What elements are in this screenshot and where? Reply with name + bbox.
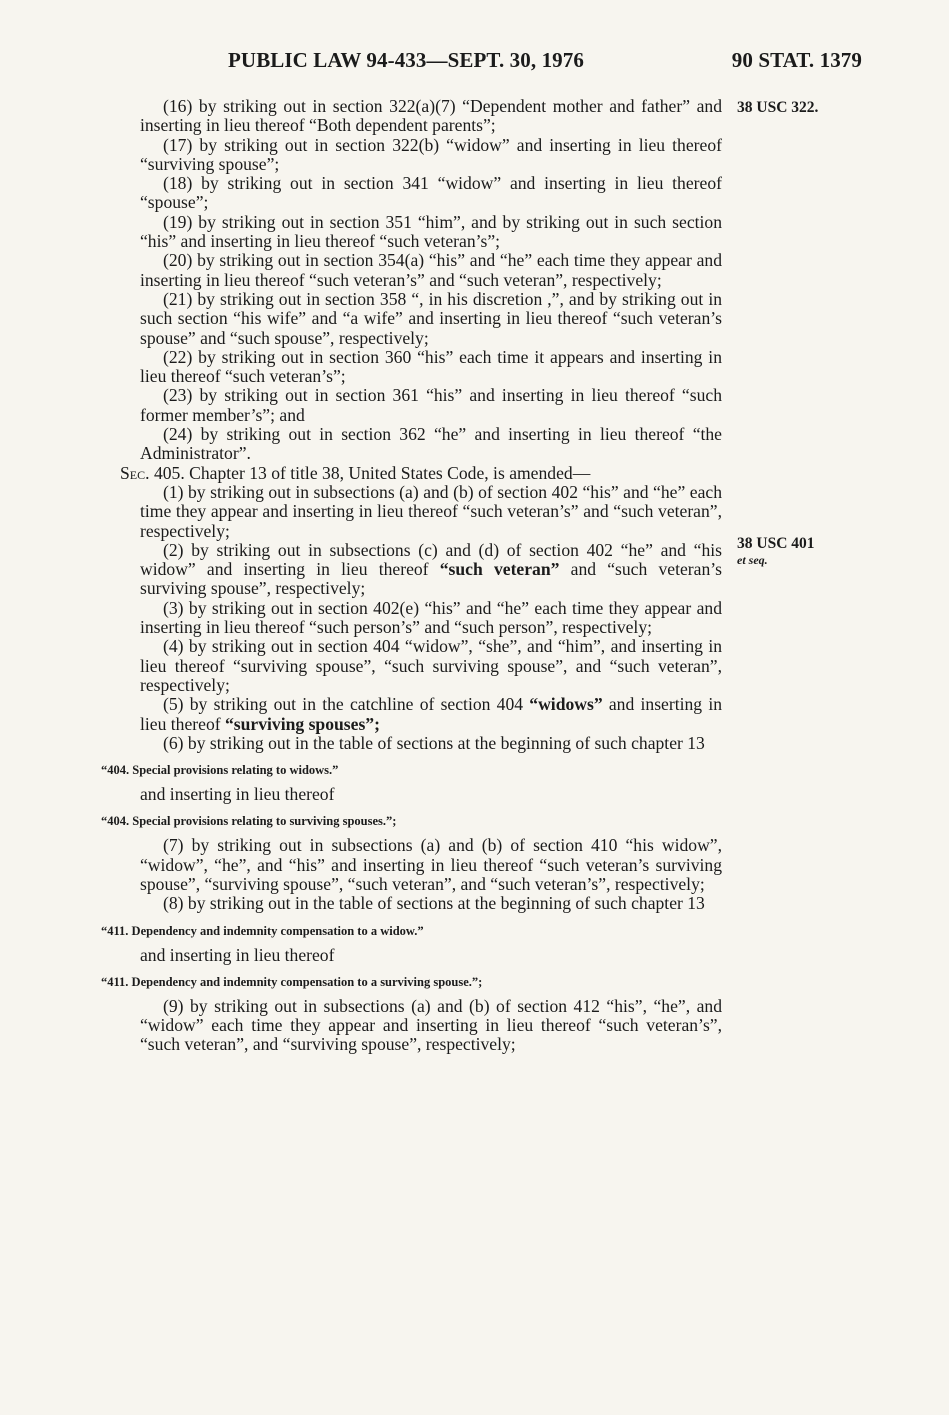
- paragraph-20: (20) by striking out in section 354(a) “his” and “he” each time they appear and inserting in lieu thereof “such veteran’s” and “such veteran”, respectively;: [140, 250, 722, 290]
- section-label: Sec.: [120, 462, 150, 483]
- paragraph-18: (18) by striking out in section 341 “widow” and inserting in lieu thereof “spouse”;: [140, 173, 722, 213]
- paragraph-16: (16) by striking out in section 322(a)(7) “Dependent mother and father” and inserting in lieu thereof “Both dependent parents”;: [140, 96, 722, 136]
- header-title: PUBLIC LAW 94-433—SEPT. 30, 1976: [228, 48, 584, 72]
- catchline-surviving-spouses: “surviving spouses”;: [225, 713, 380, 734]
- subparagraph-6: (6) by striking out in the table of sections at the beginning of such chapter 13: [163, 732, 705, 753]
- subparagraph-5-text: (5) by striking out in the catchline of section 404: [163, 694, 530, 715]
- table-entry-quote-411-new: “411. Dependency and indemnity compensation to a surviving spouse.”;: [101, 974, 483, 989]
- table-entry-quote-411-old: “411. Dependency and indemnity compensation to a widow.”: [101, 923, 424, 938]
- subparagraph-7: (7) by striking out in subsections (a) and (b) of section 410 “his widow”, “widow”, “he”, and “his” and inserting in lieu thereof “such veteran’s surviving spouse”, “surviving spouse”, “such veteran”, and “such veteran’s”, respectively;: [140, 835, 722, 894]
- paragraph-24: (24) by striking out in section 362 “he” and inserting in lieu thereof “the Administrator”.: [140, 424, 722, 464]
- paragraph-19: (19) by striking out in section 351 “him”, and by striking out in such section “his” and inserting in lieu thereof “such veteran’s”;: [140, 211, 722, 252]
- inserting-phrase: and inserting in lieu thereof: [140, 944, 335, 965]
- paragraph-22: (22) by striking out in section 360 “his” each time it appears and inserting in lieu thereof “such veteran’s”;: [140, 346, 722, 387]
- margin-citation-text: 38 USC 322.: [737, 99, 819, 116]
- table-entry-quote-404-old: “404. Special provisions relating to widows.”: [101, 763, 339, 778]
- subparagraph-9: (9) by striking out in subsections (a) and (b) of section 412 “his”, “he”, and “widow” each time they appear and inserting in lieu thereof “such veteran’s”, “such veteran”, and “surviving spouse”, respectively;: [140, 995, 722, 1055]
- page-header: [228, 48, 868, 82]
- subparagraph-5-text-mid: and inserting in lieu thereof: [140, 694, 722, 734]
- inserting-phrase: and inserting in lieu thereof: [140, 784, 335, 805]
- section-405-intro: [120, 462, 722, 483]
- margin-citation-text: 38 USC 401: [737, 535, 815, 552]
- subparagraph-3: (3) by striking out in section 402(e) “his” and “he” each time they appear and inserting in lieu thereof “such person’s” and “such person”, respectively;: [140, 597, 722, 638]
- subparagraph-8: (8) by striking out in the table of sections at the beginning of such chapter 13: [163, 893, 705, 914]
- paragraph-21: (21) by striking out in section 358 “, in his discretion ,”, and by striking out in such section “his wife” and “a wife” and inserting in lieu thereof “such veteran’s spouse” and “such spouse”, respectively;: [140, 288, 722, 348]
- paragraph-17: (17) by striking out in section 322(b) “widow” and inserting in lieu thereof “surviving spouse”;: [140, 134, 722, 174]
- statute-body: [101, 96, 722, 1055]
- subparagraph-2-text: (2) by striking out in subsections (c) and (d) of section 402 “he” and “his widow” and inserting in lieu thereof: [140, 539, 722, 580]
- catchline-widows: “widows”: [529, 694, 603, 715]
- margin-citation-322: [737, 99, 818, 116]
- subparagraph-5: [140, 695, 722, 734]
- subparagraph-2-bold: “such veteran”: [439, 559, 560, 580]
- header-stat-number: 90 STAT. 1379: [731, 48, 862, 72]
- section-405-text: 405. Chapter 13 of title 38, United States Code, is amended—: [153, 462, 591, 483]
- subparagraph-2: [140, 541, 722, 599]
- margin-citation-401: [737, 535, 815, 569]
- subparagraph-1: (1) by striking out in subsections (a) and (b) of section 402 “his” and “he” each time they appear and inserting in lieu thereof “such veteran’s” and “such veteran”, respectively;: [140, 481, 722, 541]
- margin-citation-sub: et seq.: [737, 553, 768, 567]
- table-entry-quote-404-new: “404. Special provisions relating to surviving spouses.”;: [101, 814, 397, 829]
- paragraph-23: (23) by striking out in section 361 “his” and inserting in lieu thereof “such former member’s”; and: [140, 385, 722, 425]
- subparagraph-2-text-end: and “such veteran’s surviving spouse”, respectively;: [140, 559, 722, 599]
- subparagraph-4: (4) by striking out in section 404 “widow”, “she”, and “him”, and inserting in lieu thereof “surviving spouse”, “such surviving spouse”, and “such veteran”, respectively;: [140, 636, 722, 695]
